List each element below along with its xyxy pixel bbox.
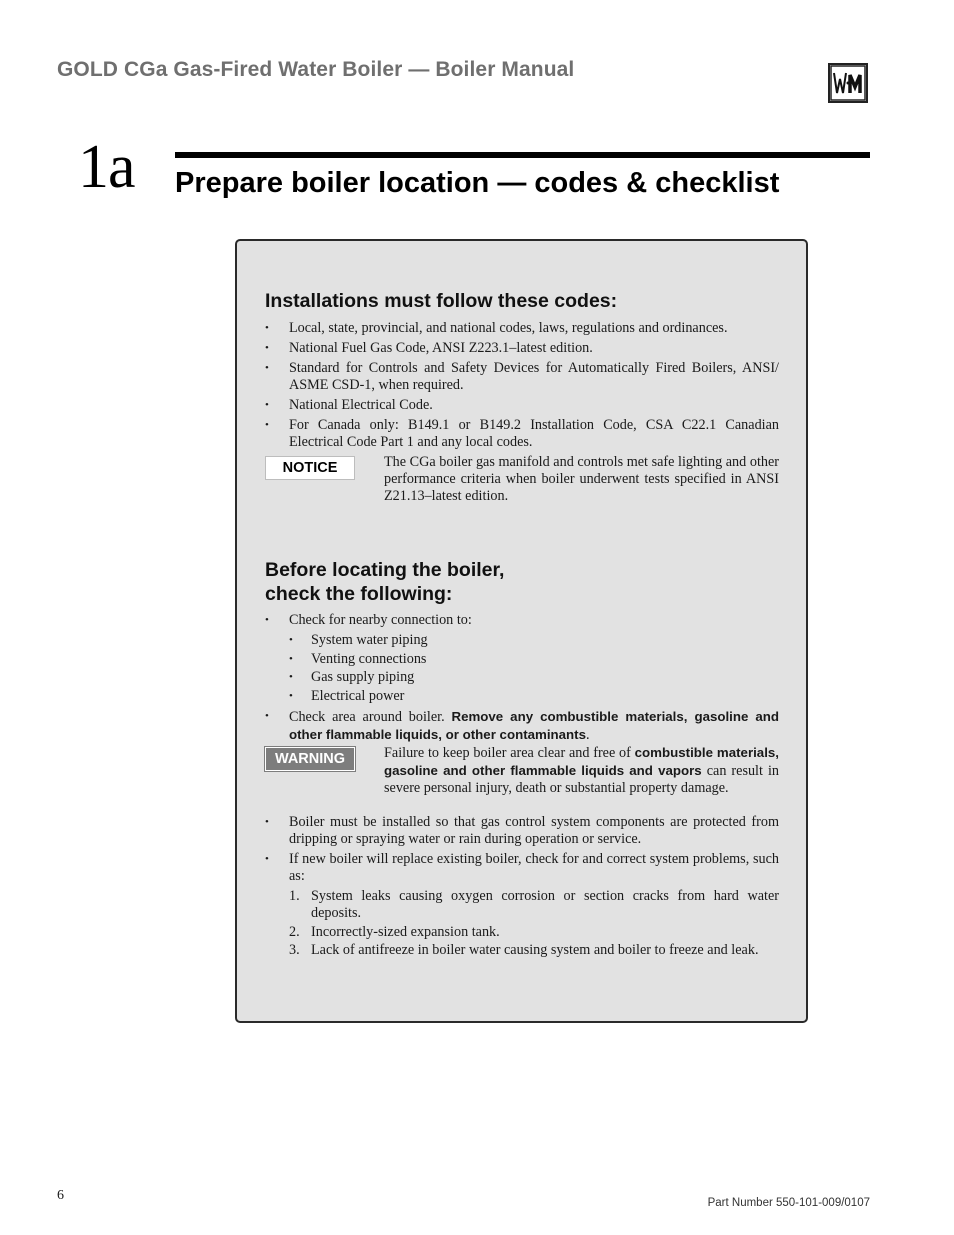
area-bold-text: Remove any combustible materials, gasoline and other flammable liquids, or other contaminants bbox=[289, 708, 780, 742]
list-item: • For Canada only: B149.1 or B149.2 Installation Code, CSA C22.1 Canadian Electrical Code Part 1 and any local codes. bbox=[265, 417, 779, 451]
part-number bbox=[708, 1197, 870, 1209]
warning-text-bold: combustible materials, gasoline and other flammable liquids and vapors bbox=[384, 745, 779, 778]
part-label: Part Number bbox=[707, 1197, 773, 1209]
list-item: • System water piping bbox=[289, 632, 779, 649]
checklist-list-continued bbox=[265, 814, 779, 959]
section-title: Prepare boiler location — codes & checklist bbox=[175, 167, 780, 199]
list-item: • Gas supply piping bbox=[289, 669, 779, 686]
header-title: GOLD CGa Gas-Fired Water Boiler — Boiler Manual bbox=[57, 58, 575, 81]
checklist-heading-line1: Before locating the boiler, bbox=[265, 559, 505, 581]
item-text: Incorrectly-sized expansion tank. bbox=[311, 923, 500, 940]
list-item: • Venting connections bbox=[289, 651, 779, 668]
weil-mclain-logo-icon bbox=[828, 63, 868, 103]
list-item bbox=[265, 612, 779, 705]
warning-text-end: can result in severe personal injury, death or substantial property damage. bbox=[384, 763, 780, 796]
part-number-value: 550-101-009/0107 bbox=[776, 1197, 870, 1209]
list-item bbox=[265, 851, 779, 959]
list-item bbox=[289, 924, 779, 941]
list-item bbox=[289, 888, 779, 922]
warning-text-start: Failure to keep boiler area clear and free of bbox=[384, 745, 631, 761]
list-item: • Local, state, provincial, and national codes, laws, regulations and ordinances. bbox=[265, 320, 779, 337]
item-number: 1. bbox=[289, 888, 300, 904]
warning-text bbox=[384, 744, 779, 797]
checklist-heading bbox=[265, 558, 779, 606]
item-text: System leaks causing oxygen corrosion or section cracks from hard water deposits. bbox=[311, 888, 779, 921]
list-item: • National Electrical Code. bbox=[265, 397, 779, 414]
section-number: 1a bbox=[78, 133, 135, 201]
list-item: • Electrical power bbox=[289, 688, 779, 705]
warning-label: WARNING bbox=[265, 747, 355, 771]
checklist-list bbox=[265, 612, 779, 744]
area-text: Check area around boiler. bbox=[289, 708, 445, 725]
connections-list bbox=[289, 632, 779, 705]
list-item: • Boiler must be installed so that gas control system components are protected from dripping or spraying water or rain during operation or service. bbox=[265, 814, 779, 848]
checklist-continued bbox=[265, 814, 779, 962]
item-number: 2. bbox=[289, 923, 300, 940]
list-item: • National Fuel Gas Code, ANSI Z223.1–latest edition. bbox=[265, 340, 779, 357]
checklist-section bbox=[265, 558, 779, 747]
codes-section bbox=[265, 289, 779, 454]
section-rule bbox=[175, 152, 870, 158]
item-text: Lack of antifreeze in boiler water causing system and boiler to freeze and leak. bbox=[311, 942, 759, 958]
page-number: 6 bbox=[57, 1188, 64, 1203]
list-item bbox=[265, 708, 779, 744]
checklist-heading-line2: check the following: bbox=[265, 583, 453, 605]
area-end: . bbox=[586, 726, 590, 743]
codes-list bbox=[265, 320, 779, 451]
list-item bbox=[289, 942, 779, 959]
replace-item: If new boiler will replace existing boiler, check for and correct system problems, such as: bbox=[289, 851, 779, 884]
connection-intro: Check for nearby connection to: bbox=[289, 612, 472, 628]
list-item: • Standard for Controls and Safety Devices for Automatically Fired Boilers, ANSI/ ASME CSD-1, when required. bbox=[265, 360, 779, 394]
problems-list bbox=[289, 888, 779, 959]
notice-text: The CGa boiler gas manifold and controls met safe lighting and other performance criteria when boiler underwent tests specified in ANSI Z21.13–latest edition. bbox=[384, 454, 779, 504]
notice-label: NOTICE bbox=[265, 456, 355, 480]
item-number: 3. bbox=[289, 942, 300, 958]
codes-heading: Installations must follow these codes: bbox=[265, 290, 618, 312]
